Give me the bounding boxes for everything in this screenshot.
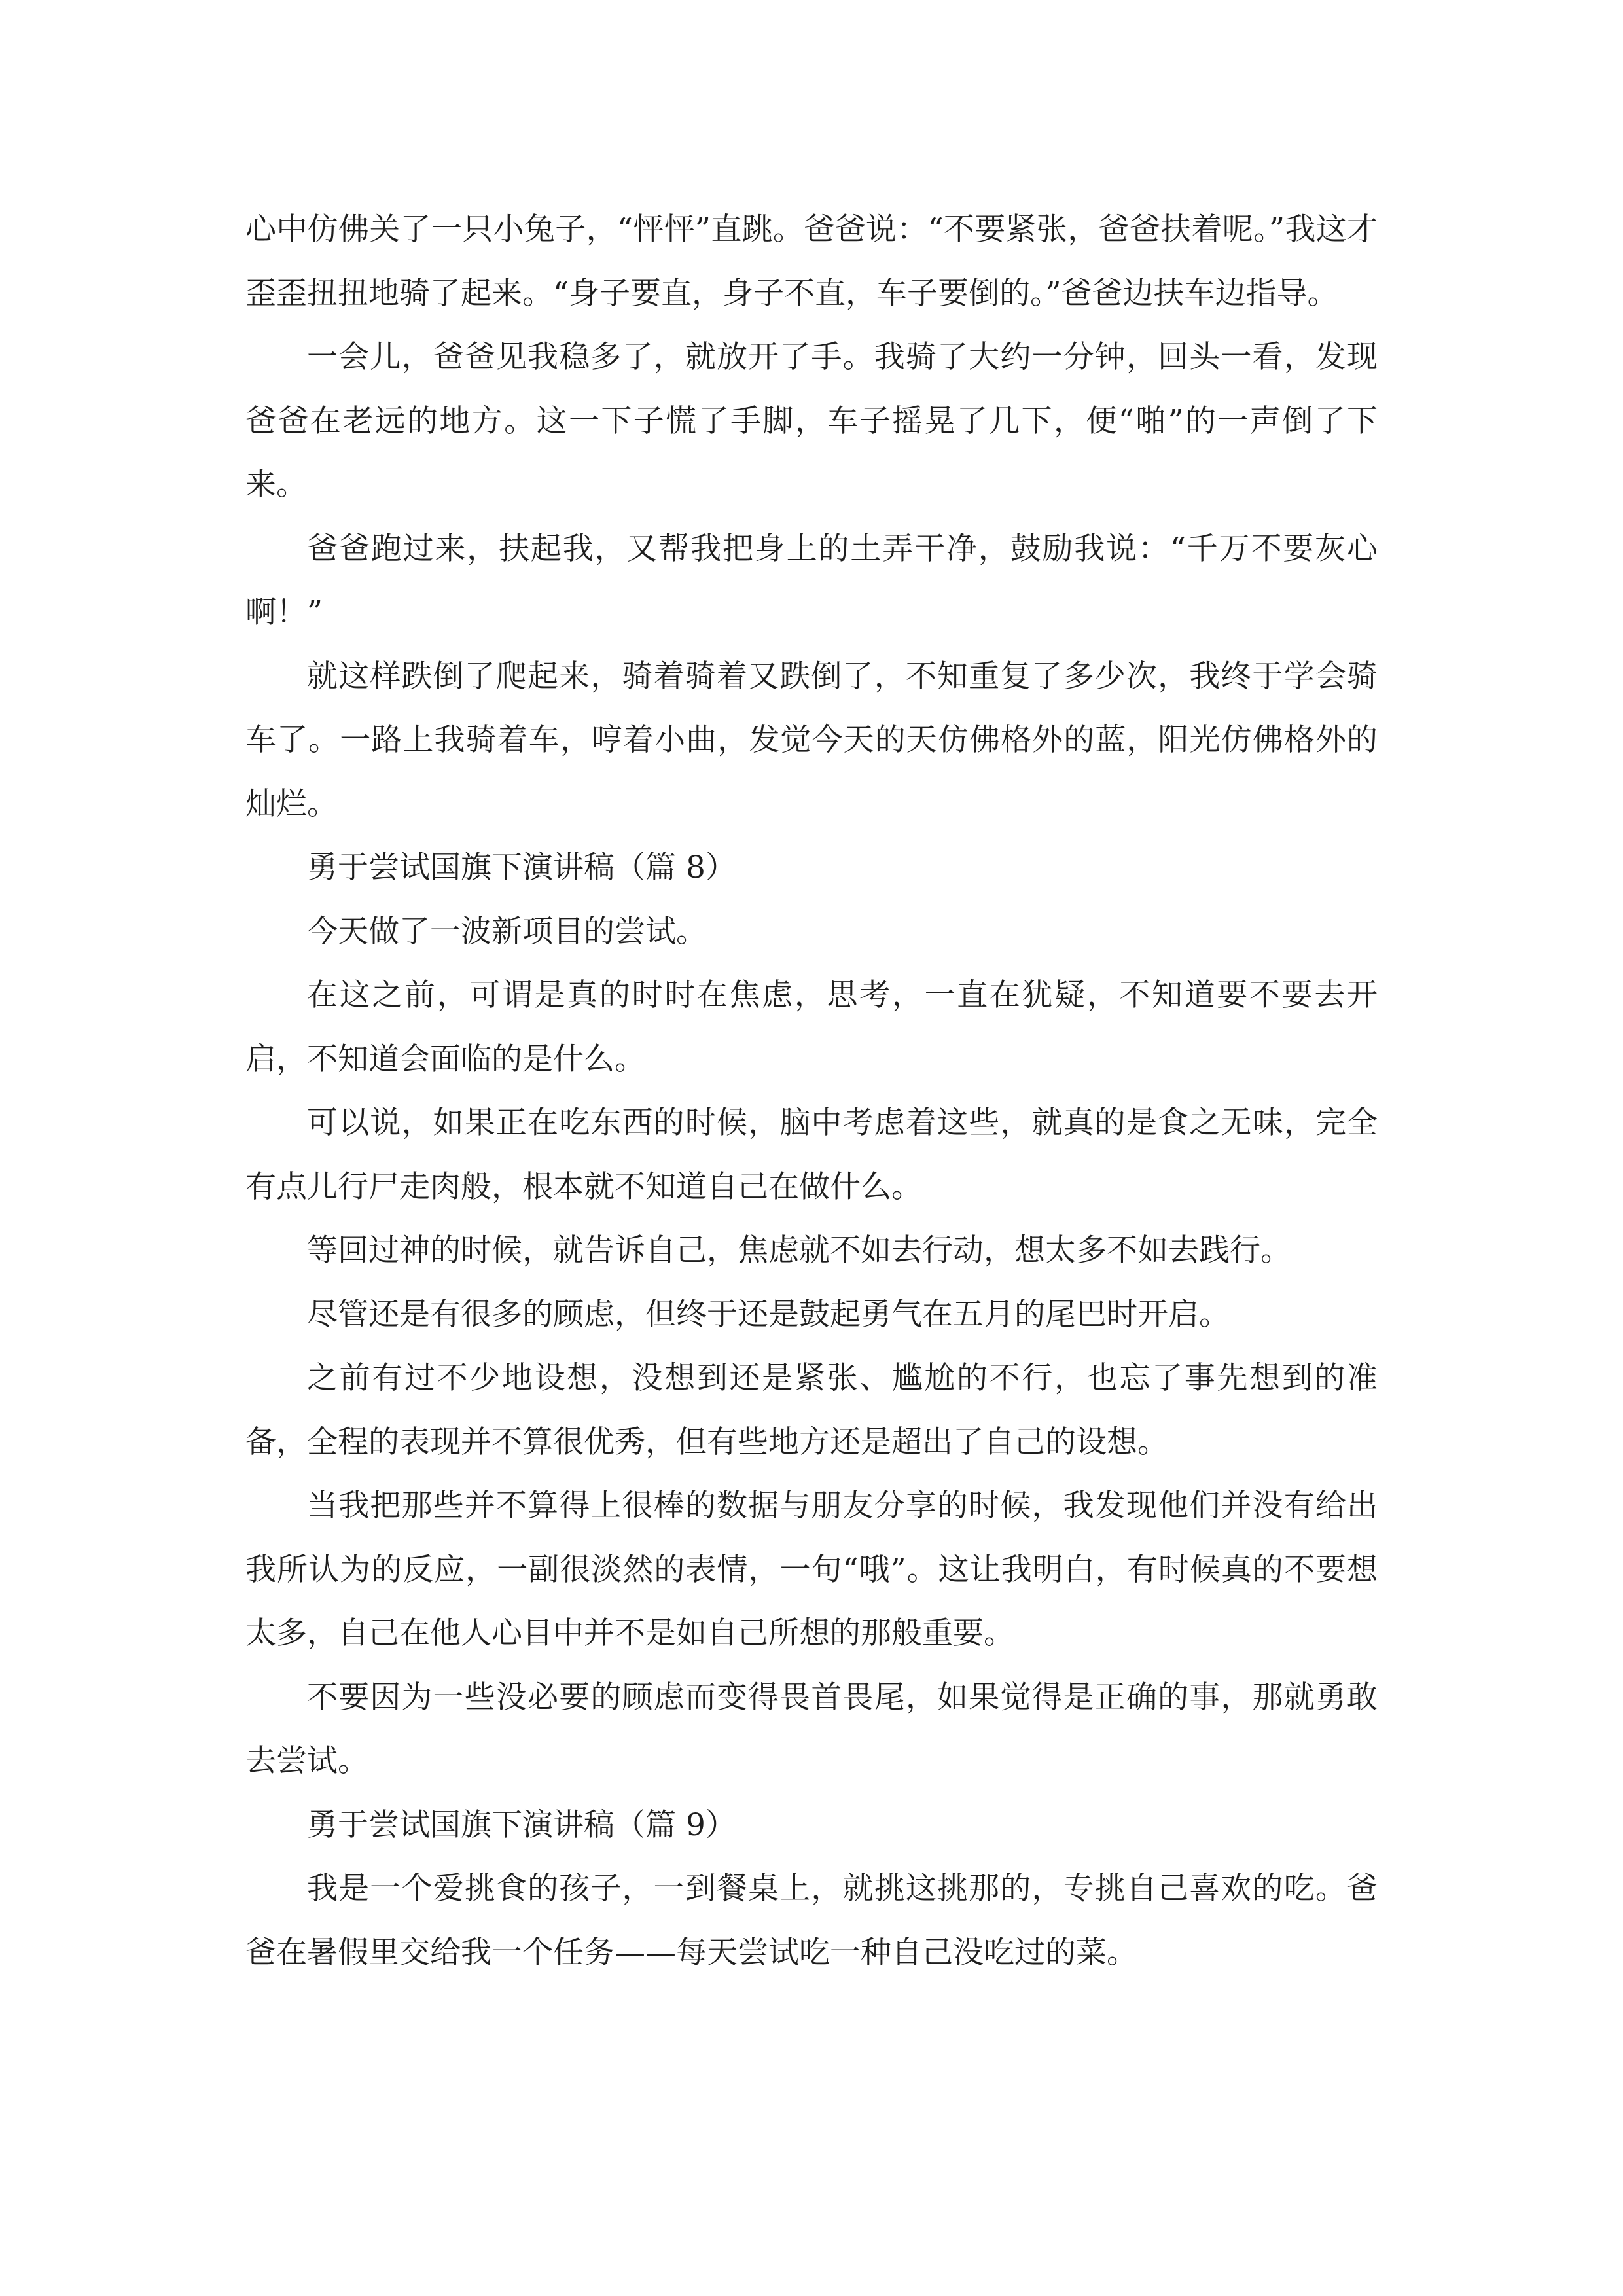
paragraph: 当我把那些并不算得上很棒的数据与朋友分享的时候，我发现他们并没有给出我所认为的反应，一副很淡然的表情，一句“哦”。这让我明白，有时候真的不要想太多，自己在他人心目中并不是如自己所想的那般重要。 xyxy=(245,1488,1378,1651)
paragraph: 之前有过不少地设想，没想到还是紧张、尴尬的不行，也忘了事先想到的准备，全程的表现并不算很优秀，但有些地方还是超出了自己的设想。 xyxy=(245,1360,1378,1460)
paragraph: 不要因为一些没必要的顾虑而变得畏首畏尾，如果觉得是正确的事，那就勇敢去尝试。 xyxy=(245,1679,1378,1779)
paragraph: 可以说，如果正在吃东西的时候，脑中考虑着这些，就真的是食之无味，完全有点儿行尸走肉般，根本就不知道自己在做什么。 xyxy=(245,1105,1378,1205)
paragraph: 尽管还是有很多的顾虑，但终于还是鼓起勇气在五月的尾巴时开启。 xyxy=(307,1296,1230,1333)
paragraph: 爸爸跑过来，扶起我，又帮我把身上的土弄干净，鼓励我说：“千万不要灰心啊！” xyxy=(245,530,1378,630)
paragraph-continuation: 心中仿佛关了一只小兔子，“怦怦”直跳。爸爸说：“不要紧张，爸爸扶着呢。”我这才歪歪扭扭地骑了起来。“身子要直，身子不直，车子要倒的。”爸爸边扶车边指导。 xyxy=(245,211,1378,312)
document-body xyxy=(245,198,1378,1984)
paragraph: 一会儿，爸爸见我稳多了，就放开了手。我骑了大约一分钟，回头一看，发现爸爸在老远的地方。这一下子慌了手脚，车子摇晃了几下，便“啪”的一声倒了下来。 xyxy=(245,339,1378,503)
paragraph: 今天做了一波新项目的尝试。 xyxy=(307,913,707,950)
section-heading-9: 勇于尝试国旗下演讲稿（篇 9） xyxy=(307,1806,736,1843)
section-heading-8: 勇于尝试国旗下演讲稿（篇 8） xyxy=(307,850,736,886)
paragraph: 我是一个爱挑食的孩子，一到餐桌上，就挑这挑那的，专挑自己喜欢的吃。爸爸在暑假里交给我一个任务——每天尝试吃一种自己没吃过的菜。 xyxy=(245,1871,1378,1971)
paragraph: 在这之前，可谓是真的时时在焦虑，思考，一直在犹疑，不知道要不要去开启，不知道会面临的是什么。 xyxy=(245,977,1378,1077)
paragraph: 就这样跌倒了爬起来，骑着骑着又跌倒了，不知重复了多少次，我终于学会骑车了。一路上我骑着车，哼着小曲，发觉今天的天仿佛格外的蓝，阳光仿佛格外的灿烂。 xyxy=(245,658,1378,822)
paragraph: 等回过神的时候，就告诉自己，焦虑就不如去行动，想太多不如去践行。 xyxy=(307,1232,1291,1268)
